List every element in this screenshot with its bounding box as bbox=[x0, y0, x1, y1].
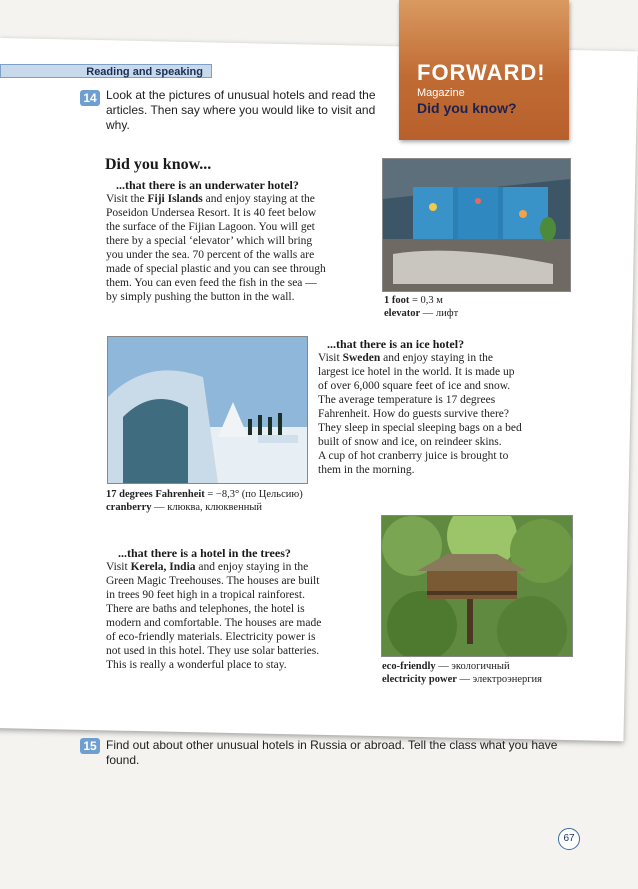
text-line: Visit Kerela, India and enjoy staying in the bbox=[106, 561, 309, 573]
text-line: modern and comfortable. The houses are made bbox=[106, 617, 322, 629]
ice-hotel-photo bbox=[107, 336, 308, 484]
ice-glossary bbox=[106, 488, 303, 514]
text-line: not used in this hotel. They use solar batteries. bbox=[106, 645, 320, 657]
text-line: This is really a wonderful place to stay. bbox=[106, 659, 287, 671]
text-line: Fahrenheit. How do guests survive there? bbox=[318, 408, 509, 420]
glossary-definition: — лифт bbox=[420, 308, 459, 319]
glossary-entry bbox=[106, 488, 303, 501]
glossary-term: electricity power bbox=[382, 674, 457, 685]
ex15-line: Find out about other unusual hotels in Russia or abroad. Tell the class what you have bbox=[106, 738, 558, 752]
glossary-term: cranberry bbox=[106, 502, 152, 513]
underwater-hotel-photo bbox=[382, 158, 571, 292]
ex15-line: found. bbox=[106, 753, 140, 767]
text-line: largest ice hotel in the world. It is made up bbox=[318, 366, 515, 378]
glossary-definition: — клюква, клюквенный bbox=[151, 502, 263, 513]
text-line: Green Magic Treehouses. The houses are built bbox=[106, 575, 320, 587]
glossary-term: eco-friendly bbox=[382, 661, 436, 672]
text-line: There are baths and telephones, the hotel is bbox=[106, 603, 305, 615]
ice-subtitle: ...that there is an ice hotel? bbox=[327, 337, 465, 351]
glossary-term: elevator bbox=[384, 308, 421, 319]
exercise-15-instructions bbox=[106, 738, 586, 768]
underwater-glossary bbox=[384, 294, 458, 320]
glossary-definition: = −8,3° (по Цельсию) bbox=[204, 489, 303, 500]
text-line: in trees 90 feet high in a tropical rainforest. bbox=[106, 589, 305, 601]
trees-glossary bbox=[382, 660, 542, 686]
text-line: there by a special ‘elevator’ which will bring bbox=[106, 235, 313, 247]
trees-article bbox=[106, 560, 374, 672]
glossary-entry bbox=[106, 501, 303, 514]
banner-magazine: Magazine bbox=[417, 87, 465, 99]
text-line: The average temperature is 17 degrees bbox=[318, 394, 496, 406]
glossary-term: 1 foot bbox=[384, 295, 410, 306]
text-line: by simply pushing the button in the wall. bbox=[106, 291, 295, 303]
exercise-14-number: 14 bbox=[80, 90, 100, 106]
place-name: Sweden bbox=[342, 352, 381, 364]
main-heading: Did you know... bbox=[105, 156, 212, 173]
glossary-definition: = 0,3 м bbox=[409, 295, 443, 306]
ex14-line: articles. Then say where you would like to visit and bbox=[106, 103, 376, 117]
text-line: built of snow and ice, on reindeer skins. bbox=[318, 436, 502, 448]
text-line: them in the morning. bbox=[318, 464, 415, 476]
glossary-definition: — экологичный bbox=[435, 661, 510, 672]
trees-subtitle: ...that there is a hotel in the trees? bbox=[118, 546, 291, 560]
text-line: A cup of hot cranberry juice is brought to bbox=[318, 450, 509, 462]
text-line: of over 6,000 square feet of ice and snow. bbox=[318, 380, 511, 392]
place-name: Kerela, India bbox=[130, 561, 196, 573]
text-line: the surface of the Fijian Lagoon. You will get bbox=[106, 221, 315, 233]
underwater-article bbox=[106, 192, 376, 304]
text-line: Poseidon Undersea Resort. It is 40 feet below bbox=[106, 207, 317, 219]
text-line: you under the sea. 70 percent of the walls are bbox=[106, 249, 315, 261]
banner-did-you-know: Did you know? bbox=[417, 100, 517, 116]
section-label: Reading and speaking bbox=[0, 64, 212, 78]
place-name: Fiji Islands bbox=[147, 193, 203, 205]
ice-article bbox=[318, 351, 573, 477]
text-line: They sleep in special sleeping bags on a bed bbox=[318, 422, 522, 434]
glossary-entry bbox=[384, 294, 458, 307]
forward-magazine-banner bbox=[399, 0, 569, 140]
glossary-entry bbox=[384, 307, 458, 320]
exercise-15-number: 15 bbox=[80, 738, 100, 754]
text-line: made of special plastic and you can see through bbox=[106, 263, 326, 275]
text-line: them. You can even feed the fish in the sea — bbox=[106, 277, 317, 289]
page-number: 67 bbox=[558, 828, 580, 850]
ex14-line: why. bbox=[106, 118, 130, 132]
glossary-entry bbox=[382, 660, 542, 673]
glossary-definition: — электроэнергия bbox=[456, 674, 542, 685]
banner-title: FORWARD! bbox=[417, 60, 546, 85]
treehouse-photo bbox=[381, 515, 573, 657]
text-line: Visit the Fiji Islands and enjoy staying at the bbox=[106, 193, 315, 205]
glossary-entry bbox=[382, 673, 542, 686]
glossary-term: 17 degrees Fahrenheit bbox=[106, 489, 205, 500]
exercise-14-instructions bbox=[106, 88, 396, 133]
ex14-line: Look at the pictures of unusual hotels and read the bbox=[106, 88, 376, 102]
text-line: of eco-friendly materials. Electricity power is bbox=[106, 631, 316, 643]
text-line: Visit Sweden and enjoy staying in the bbox=[318, 352, 494, 364]
underwater-subtitle: ...that there is an underwater hotel? bbox=[116, 178, 299, 192]
